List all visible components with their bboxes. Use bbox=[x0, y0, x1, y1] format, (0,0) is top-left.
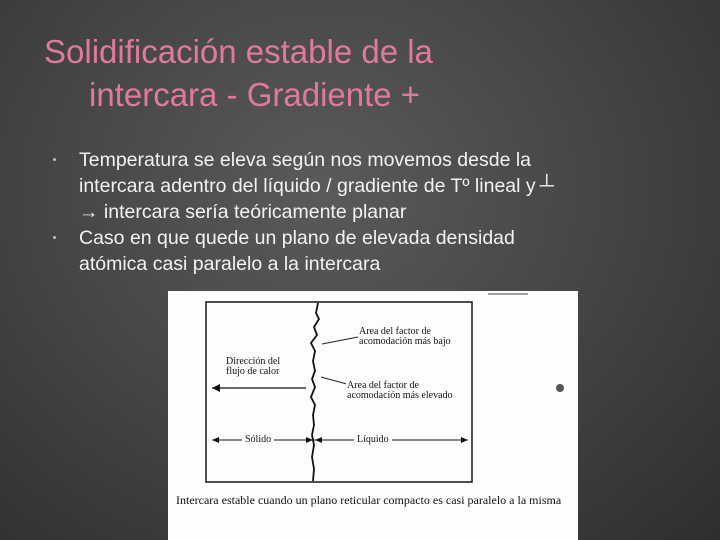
liquid-label: Líquido bbox=[354, 435, 392, 445]
heat-flow-line-1: Dirección del bbox=[226, 356, 281, 367]
bullet-1-line-1: Temperatura se eleva según nos movemos desde la bbox=[79, 149, 532, 171]
bullet-1-line-2: intercara adentro del líquido / gradiente de Tº lineal y bbox=[79, 175, 536, 197]
low-accommodation-line-2: acomodación más bajo bbox=[359, 336, 451, 347]
high-accommodation-label bbox=[346, 380, 454, 402]
solid-label: Sólido bbox=[242, 435, 274, 445]
heat-flow-line-2: flujo de calor bbox=[226, 366, 280, 377]
liquid-arrowhead-left bbox=[315, 437, 322, 443]
scan-speck bbox=[556, 384, 564, 392]
bullet-1-line-3: → intercara sería teóricamente planar bbox=[79, 201, 407, 223]
heat-flow-arrowhead bbox=[212, 384, 220, 392]
perpendicular-symbol: ┴ bbox=[539, 175, 554, 197]
liquid-arrowhead-right bbox=[461, 437, 468, 443]
bullet-item bbox=[52, 147, 692, 225]
bullet-marker bbox=[53, 158, 56, 161]
heat-flow-label bbox=[226, 357, 280, 377]
title-line-1: Solidificación estable de la bbox=[44, 33, 433, 70]
interface-line bbox=[311, 303, 319, 481]
high-accommodation-line-1: Area del factor de bbox=[347, 380, 419, 391]
high-accommodation-line-2: acomodación más elevado bbox=[347, 390, 453, 401]
low-accommodation-label bbox=[358, 326, 452, 348]
bullet-2-line-2: atómica casi paralelo a la intercara bbox=[79, 253, 381, 275]
bullet-list bbox=[52, 147, 692, 277]
solid-arrowhead-left bbox=[212, 437, 219, 443]
title-line-2: intercara - Gradiente + bbox=[89, 76, 421, 113]
figure-caption: Intercara estable cuando un plano reticular compacto es casi paralelo a la misma bbox=[176, 493, 562, 507]
bullet-item bbox=[52, 225, 692, 277]
bullet-marker bbox=[53, 236, 56, 239]
interface-diagram-figure bbox=[168, 291, 578, 540]
low-accommodation-line-1: Area del factor de bbox=[359, 326, 431, 337]
bullet-2-line-1: Caso en que quede un plano de elevada densidad bbox=[79, 227, 515, 249]
slide-title bbox=[44, 30, 684, 116]
leader-line-low bbox=[322, 337, 358, 344]
